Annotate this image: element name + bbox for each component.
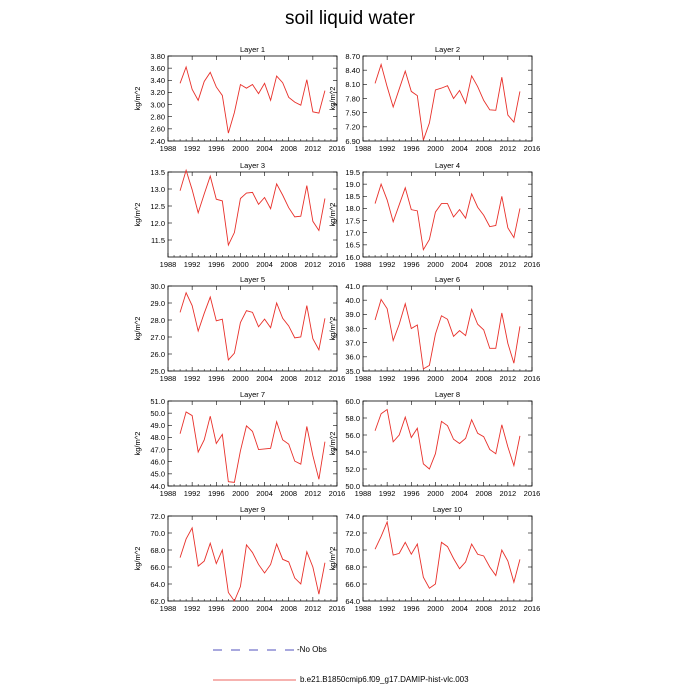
chart-title: soil liquid water [285,8,415,29]
y-tick-label: 2.40 [150,136,165,146]
y-tick-label: 48.0 [150,433,165,443]
x-tick-label: 2012 [304,144,322,153]
x-tick-label: 1988 [354,604,372,613]
plot-frame [168,401,337,486]
panel-title: Layer 9 [239,505,266,514]
y-tick-label: 64.0 [345,596,360,606]
panel-title: Layer 8 [434,390,461,399]
x-tick-label: 2016 [328,489,346,498]
series-line [180,170,325,245]
y-tick-label: 2.80 [150,112,165,122]
series-line [375,522,520,588]
x-tick-label: 2016 [523,260,541,269]
x-tick-label: 2016 [523,604,541,613]
x-tick-label: 1992 [183,604,201,613]
panel-layer-3 [133,161,345,269]
x-tick-label: 2012 [499,604,517,613]
x-tick-label: 2000 [427,374,444,383]
x-tick-label: 1996 [207,374,225,383]
y-tick-label: 2.60 [150,124,165,134]
y-axis-label: kg/m^2 [133,431,142,456]
y-axis-label: kg/m^2 [328,316,337,341]
y-tick-label: 58.0 [345,413,360,423]
x-tick-label: 2012 [304,604,322,613]
y-tick-label: 52.0 [345,464,360,474]
y-tick-label: 17.5 [345,216,360,226]
panel-title: Layer 6 [434,275,461,284]
x-tick-label: 1996 [402,144,420,153]
y-tick-label: 3.40 [150,76,165,86]
x-tick-label: 1992 [378,374,396,383]
x-tick-label: 1988 [354,144,372,153]
x-tick-label: 2012 [499,374,517,383]
x-tick-label: 2004 [451,260,468,269]
x-tick-label: 2004 [451,144,468,153]
y-tick-label: 13.0 [150,184,165,194]
y-tick-label: 66.0 [150,562,165,572]
x-tick-label: 1988 [159,489,177,498]
y-tick-label: 56.0 [345,430,360,440]
plot-frame [168,56,337,141]
y-tick-label: 6.90 [345,136,360,146]
plot-frame [363,56,532,141]
x-tick-label: 2008 [475,489,493,498]
y-tick-label: 19.5 [345,167,360,177]
x-tick-label: 2016 [523,144,541,153]
y-tick-label: 60.0 [345,396,360,406]
x-tick-label: 1992 [378,144,396,153]
x-tick-label: 2016 [523,374,541,383]
y-tick-label: 74.0 [345,511,360,521]
panel-layer-9 [133,505,345,613]
x-tick-label: 1996 [402,260,420,269]
x-tick-label: 2012 [304,374,322,383]
x-tick-label: 1992 [183,260,201,269]
x-tick-label: 2016 [523,489,541,498]
y-tick-label: 36.0 [345,352,360,362]
plot-frame [168,286,337,371]
y-tick-label: 17.0 [345,228,360,238]
y-tick-label: 11.5 [150,235,165,245]
x-tick-label: 2008 [280,144,298,153]
y-axis-label: kg/m^2 [328,546,337,571]
y-tick-label: 44.0 [150,481,165,491]
y-tick-label: 46.0 [150,457,165,467]
x-tick-label: 2008 [475,604,493,613]
y-tick-label: 16.0 [345,252,360,262]
y-tick-label: 3.20 [150,88,165,98]
x-tick-label: 2016 [328,144,346,153]
series-line [375,410,520,470]
y-tick-label: 37.0 [345,338,360,348]
x-tick-label: 2008 [475,144,493,153]
x-tick-label: 2000 [232,489,249,498]
x-tick-label: 2008 [475,260,493,269]
x-tick-label: 1996 [402,489,420,498]
x-tick-label: 1988 [159,260,177,269]
series-line [375,65,520,141]
y-tick-label: 29.0 [150,298,165,308]
y-axis-label: kg/m^2 [328,202,337,227]
y-tick-label: 45.0 [150,469,165,479]
y-tick-label: 3.00 [150,100,165,110]
x-tick-label: 2000 [427,489,444,498]
panel-title: Layer 10 [432,505,463,514]
y-axis-label: kg/m^2 [133,202,142,227]
x-tick-label: 2000 [427,144,444,153]
legend-no-obs-label: -No Obs [297,645,327,654]
panel-layer-10 [328,505,540,613]
x-tick-label: 1996 [402,374,420,383]
x-tick-label: 1992 [378,489,396,498]
series-line [180,293,325,360]
x-tick-label: 1988 [354,489,372,498]
panel-title: Layer 3 [239,161,266,170]
panel-title: Layer 1 [239,45,266,54]
x-tick-label: 2004 [256,489,273,498]
panel-layer-4 [328,161,540,269]
y-tick-label: 13.5 [150,167,165,177]
x-tick-label: 1992 [183,144,201,153]
x-tick-label: 2000 [427,260,444,269]
plot-frame [363,172,532,257]
y-tick-label: 50.0 [345,481,360,491]
series-line [180,528,325,601]
x-tick-label: 2004 [256,374,273,383]
y-tick-label: 30.0 [150,281,165,291]
x-tick-label: 1996 [207,489,225,498]
y-tick-label: 35.0 [345,366,360,376]
legend-model-label: b.e21.B1850cmip6.f09_g17.DAMIP-hist-vlc.003 [300,675,469,684]
y-tick-label: 8.70 [345,51,360,61]
x-tick-label: 2012 [304,489,322,498]
panel-layer-7 [133,390,345,498]
y-axis-label: kg/m^2 [133,546,142,571]
plot-frame [363,286,532,371]
x-tick-label: 2004 [451,489,468,498]
x-tick-label: 2012 [499,260,517,269]
x-tick-label: 2012 [304,260,322,269]
x-tick-label: 2008 [280,260,298,269]
y-tick-label: 18.5 [345,192,360,202]
y-tick-label: 70.0 [345,545,360,555]
x-tick-label: 2004 [256,144,273,153]
y-tick-label: 68.0 [345,562,360,572]
x-tick-label: 1988 [354,374,372,383]
y-tick-label: 39.0 [345,310,360,320]
y-tick-label: 8.40 [345,65,360,75]
y-tick-label: 68.0 [150,545,165,555]
y-tick-label: 47.0 [150,445,165,455]
y-tick-label: 12.5 [150,201,165,211]
plot-frame [168,516,337,601]
y-tick-label: 70.0 [150,528,165,538]
panel-title: Layer 4 [434,161,461,170]
panel-title: Layer 2 [434,45,461,54]
x-tick-label: 2008 [280,374,298,383]
y-tick-label: 64.0 [150,579,165,589]
series-line [180,67,325,133]
y-tick-label: 62.0 [150,596,165,606]
y-tick-label: 7.20 [345,122,360,132]
x-tick-label: 2008 [475,374,493,383]
x-tick-label: 1988 [159,604,177,613]
x-tick-label: 2008 [280,489,298,498]
y-tick-label: 19.0 [345,179,360,189]
x-tick-label: 2016 [328,260,346,269]
x-tick-label: 2000 [427,604,444,613]
y-tick-label: 26.0 [150,349,165,359]
x-tick-label: 2004 [256,260,273,269]
y-tick-label: 7.50 [345,108,360,118]
y-tick-label: 16.5 [345,240,360,250]
y-tick-label: 12.0 [150,218,165,228]
x-tick-label: 1996 [207,144,225,153]
x-tick-label: 2016 [328,604,346,613]
x-tick-label: 2000 [232,604,249,613]
x-tick-label: 1996 [207,260,225,269]
x-tick-label: 2004 [451,604,468,613]
y-tick-label: 51.0 [150,396,165,406]
y-tick-label: 3.60 [150,63,165,73]
y-tick-label: 27.0 [150,332,165,342]
series-line [375,299,520,368]
y-axis-label: kg/m^2 [133,86,142,111]
y-tick-label: 7.80 [345,94,360,104]
y-axis-label: kg/m^2 [328,86,337,111]
panel-layer-8 [328,390,540,498]
x-tick-label: 2008 [280,604,298,613]
series-line [375,184,520,250]
y-tick-label: 72.0 [150,511,165,521]
y-tick-label: 8.10 [345,80,360,90]
panel-title: Layer 7 [239,390,266,399]
x-tick-label: 2012 [499,489,517,498]
y-tick-label: 49.0 [150,421,165,431]
x-tick-label: 1992 [378,260,396,269]
y-tick-label: 25.0 [150,366,165,376]
x-tick-label: 2004 [256,604,273,613]
panel-layer-5 [133,275,345,383]
y-axis-label: kg/m^2 [328,431,337,456]
panel-layer-1 [133,45,345,153]
x-tick-label: 1988 [159,374,177,383]
y-tick-label: 3.80 [150,51,165,61]
y-tick-label: 40.0 [345,295,360,305]
x-tick-label: 2000 [232,144,249,153]
x-tick-label: 1992 [183,489,201,498]
y-axis-label: kg/m^2 [133,316,142,341]
x-tick-label: 2012 [499,144,517,153]
y-tick-label: 28.0 [150,315,165,325]
y-tick-label: 41.0 [345,281,360,291]
y-tick-label: 18.0 [345,204,360,214]
x-tick-label: 2000 [232,260,249,269]
y-tick-label: 54.0 [345,447,360,457]
x-tick-label: 1992 [183,374,201,383]
x-tick-label: 1996 [402,604,420,613]
x-tick-label: 2004 [451,374,468,383]
y-tick-label: 66.0 [345,579,360,589]
x-tick-label: 1988 [354,260,372,269]
x-tick-label: 1988 [159,144,177,153]
x-tick-label: 1996 [207,604,225,613]
y-tick-label: 72.0 [345,528,360,538]
series-line [180,412,325,482]
y-tick-label: 38.0 [345,324,360,334]
panel-layer-6 [328,275,540,383]
x-tick-label: 2000 [232,374,249,383]
x-tick-label: 1992 [378,604,396,613]
panel-title: Layer 5 [239,275,266,284]
x-tick-label: 2016 [328,374,346,383]
y-tick-label: 50.0 [150,408,165,418]
panel-layer-2 [328,45,540,153]
